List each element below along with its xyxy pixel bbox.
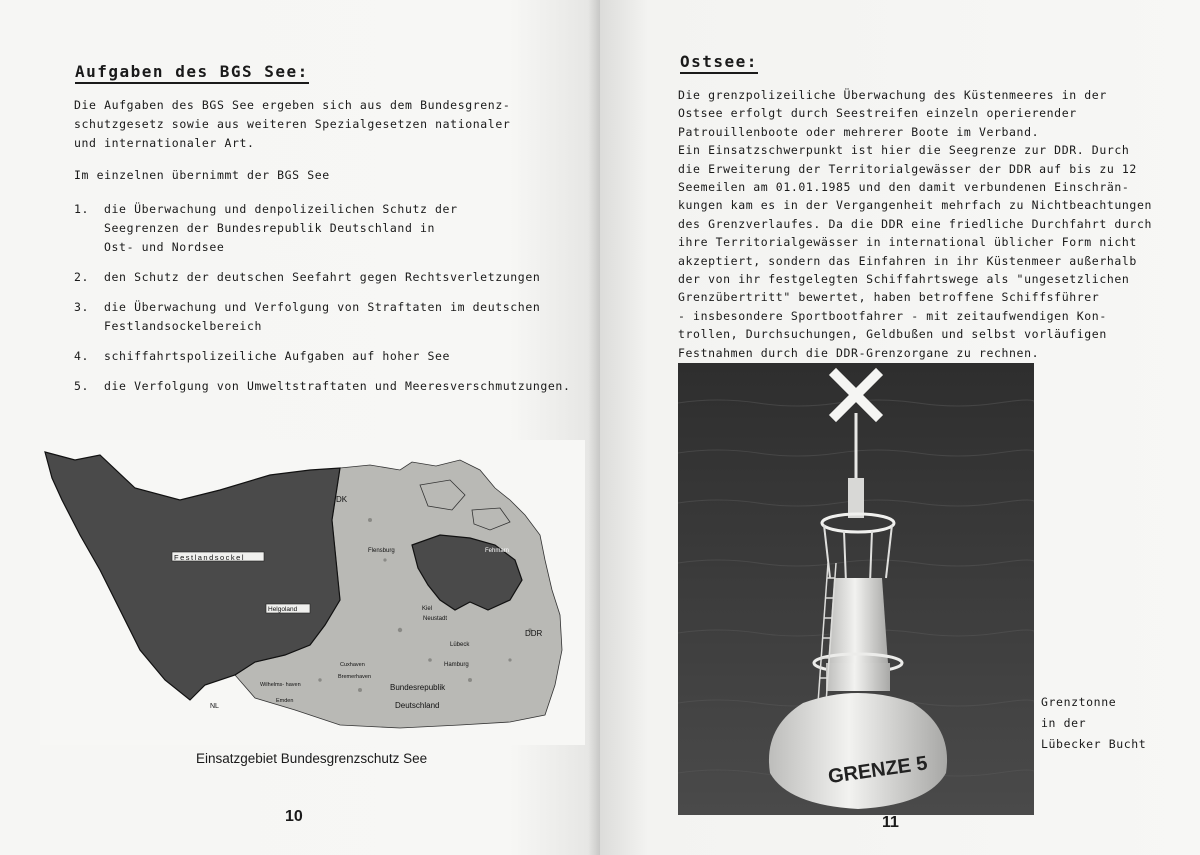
- map-label-neustadt: Neustadt: [423, 616, 448, 622]
- map-label-hamburg: Hamburg: [444, 662, 469, 668]
- map-label-deutschland: Deutschland: [395, 701, 440, 710]
- list-item-number: 2.: [74, 270, 90, 284]
- map-label-festlandsockel: Festlandsockel: [174, 553, 246, 562]
- list-item-number: 4.: [74, 349, 90, 363]
- lead-in-line: Im einzelnen übernimmt der BGS See: [74, 168, 330, 182]
- list-item-line: die Überwachung und Verfolgung von Straftaten im deutschen: [104, 300, 541, 314]
- map-label-dk: DK: [336, 495, 348, 504]
- intro-line: und internationaler Art.: [74, 136, 255, 150]
- right-page-heading: Ostsee:: [680, 52, 758, 74]
- buoy-upper-body: [828, 578, 888, 663]
- map-label-bremerhaven: Bremerhaven: [338, 674, 372, 680]
- list-item: [74, 200, 570, 257]
- list-item-line: Festlandsockelbereich: [104, 319, 262, 333]
- buoy-photo: [678, 363, 1034, 815]
- intro-paragraph: [74, 96, 510, 153]
- buoy-grenze-text: GRENZE 5: [826, 752, 929, 789]
- ostsee-paragraph: [678, 86, 1152, 362]
- map-label-ddr: DDR: [525, 629, 543, 638]
- intro-line: schutzgesetz sowie aus weiteren Spezialgesetzen nationaler: [74, 117, 511, 131]
- list-item-number: 3.: [74, 300, 90, 314]
- map-label-fehmarn: Fehmarn: [485, 548, 510, 554]
- body-line: ihre Territorialgewässer in international üblicher Form nicht: [678, 235, 1137, 250]
- list-item-line: Seegrenzen der Bundesrepublik Deutschland in: [104, 221, 436, 235]
- map-label-wilhelmshaven: Wilhelms- haven: [260, 682, 301, 688]
- left-page-heading: Aufgaben des BGS See:: [75, 62, 309, 84]
- buoy-lantern: [848, 478, 864, 518]
- body-line: die Erweiterung der Territorialgewässer der DDR auf bis zu 12: [678, 161, 1137, 176]
- list-item: [74, 298, 570, 336]
- list-item: [74, 268, 570, 287]
- body-line: des Grenzverlaufes. Da die DDR eine friedliche Durchfahrt durch: [678, 216, 1152, 231]
- map-label-nl: NL: [210, 703, 219, 710]
- buoy-neck: [826, 663, 890, 691]
- body-line: akzeptiert, sondern das Einfahren in ihr Küstenmeer außerhalb: [678, 253, 1137, 268]
- body-line: kungen kam es in der Vergangenheit mehrfach zu Nichtbeachtungen: [678, 198, 1152, 213]
- map-label-brd: Bundesrepublik: [390, 683, 446, 692]
- body-line: - insbesondere Sportbootfahrer - mit zeitaufwendigen Kon-: [678, 308, 1107, 323]
- side-caption-line: Lübecker Bucht: [1041, 737, 1147, 751]
- body-line: Ostsee erfolgt durch Seestreifen einzeln operierender: [678, 106, 1077, 121]
- body-line: Ein Einsatzschwerpunkt ist hier die Seegrenze zur DDR. Durch: [678, 143, 1130, 158]
- buoy-float: [769, 693, 947, 809]
- list-item: [74, 347, 570, 366]
- body-line: Die grenzpolizeiliche Überwachung des Küstenmeeres in der: [678, 88, 1107, 102]
- page-number-left: 10: [285, 808, 303, 825]
- map-label-kiel: Kiel: [422, 606, 433, 612]
- list-item-line: schiffahrtspolizeiliche Aufgaben auf hoher See: [104, 349, 451, 363]
- body-line: trollen, Durchsuchungen, Geldbußen und selbst vorläufigen: [678, 327, 1107, 342]
- list-item-line: die Verfolgung von Umweltstraftaten und Meeresverschmutzungen.: [104, 379, 571, 393]
- intro-line: Die Aufgaben des BGS See ergeben sich aus dem Bundesgrenz-: [74, 98, 511, 112]
- side-caption-line: in der: [1041, 716, 1087, 730]
- list-item-line: den Schutz der deutschen Seefahrt gegen Rechtsverletzungen: [104, 270, 541, 284]
- body-line: Seemeilen am 01.01.1985 und den damit verbundenen Einschrän-: [678, 180, 1130, 195]
- list-item-number: 5.: [74, 379, 90, 393]
- lead-in-text: [74, 166, 330, 185]
- list-item-line: die Überwachung und denpolizeilichen Schutz der: [104, 202, 458, 216]
- body-line: Festnahmen durch die DDR-Grenzorgane zu rechnen.: [678, 345, 1040, 360]
- map-label-emden: Emden: [276, 698, 294, 704]
- task-list: [74, 200, 570, 407]
- map-label-luebeck: Lübeck: [450, 642, 470, 648]
- operations-area-map: [40, 440, 585, 745]
- map-caption: Einsatzgebiet Bundesgrenzschutz See: [196, 751, 428, 766]
- side-caption-line: Grenztonne: [1041, 695, 1117, 709]
- map-label-flensburg: Flensburg: [368, 548, 395, 554]
- body-line: Patrouillenboote oder mehrerer Boote im Verband.: [678, 124, 1040, 139]
- list-item-number: 1.: [74, 202, 90, 216]
- map-label-helgoland: Helgoland: [268, 606, 298, 613]
- body-line: der von ihr festgelegten Schiffahrtswege als "ungesetzlichen: [678, 272, 1130, 287]
- page-number-right: 11: [882, 814, 899, 831]
- photo-side-caption: [1041, 692, 1146, 755]
- map-label-cuxhaven: Cuxhaven: [340, 662, 365, 668]
- list-item-line: Ost- und Nordsee: [104, 240, 225, 254]
- list-item: [74, 377, 570, 396]
- body-line: Grenzübertritt" bewertet, haben betroffene Schiffsführer: [678, 290, 1100, 305]
